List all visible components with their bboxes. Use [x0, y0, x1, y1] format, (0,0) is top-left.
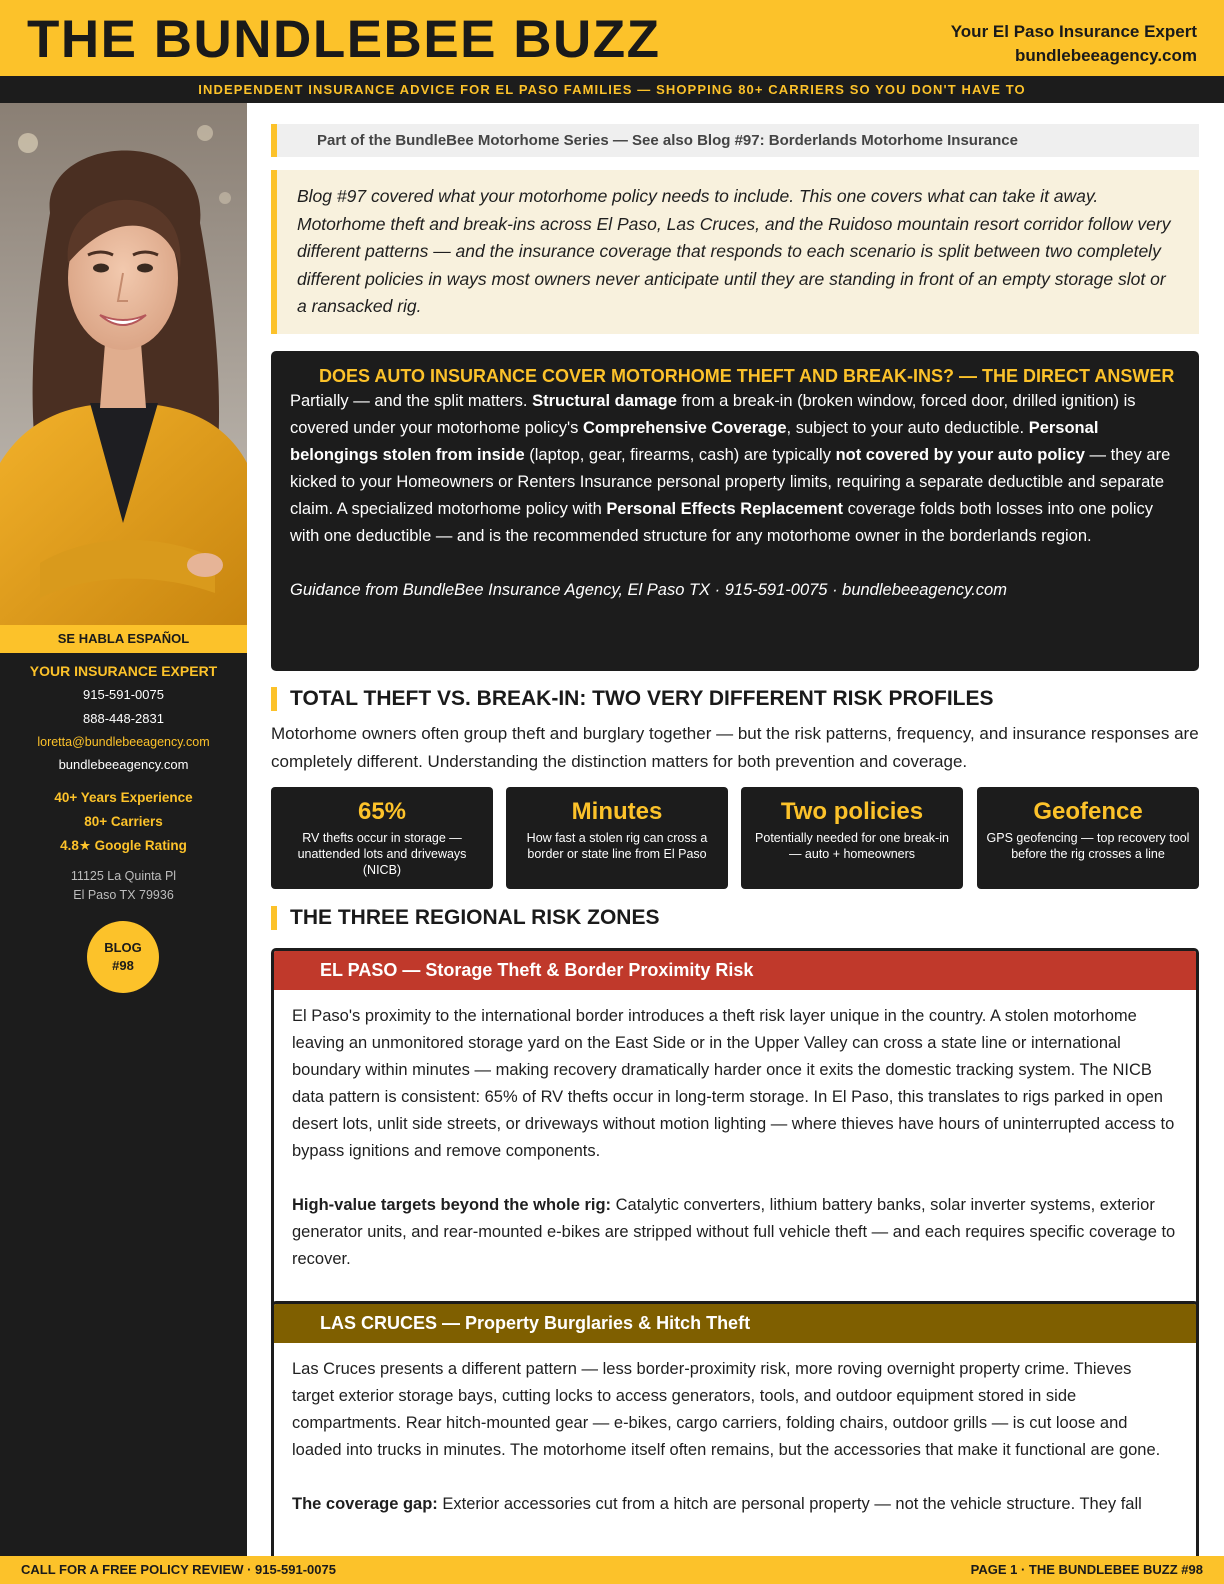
zone-paragraph: Las Cruces presents a different pattern — less border-proximity risk, more roving overnight property crime. Thieves target exterior storage bays, cutting locks to access generators, tools, and outdoor equipment stored in side compartments. Rear hitch-mounted gear — e-bikes, cargo carriers, folding chairs, outdoor grills — is cut loose and loaded into trucks in minutes. The motorhome itself often remains, but the accessories that make it functional are gone. — [292, 1360, 1161, 1459]
zone-paragraph — [292, 1192, 1178, 1273]
stat-card — [977, 787, 1199, 889]
stat-caption: GPS geofencing — top recovery tool before the rig crosses a line — [986, 831, 1190, 861]
address-line-1: 11125 La Quinta Pl — [70, 869, 177, 883]
answer-text: (laptop, gear, firearms, cash) are typically — [524, 446, 836, 464]
section-heading-theft-vs-breakin: TOTAL THEFT VS. BREAK-IN: TWO VERY DIFFERENT RISK PROFILES — [271, 687, 1199, 711]
answer-text: coverage folds both losses into one policy with one deductible — and is the recommended structure for any motorhome owner in the borderlands region. — [290, 500, 1154, 545]
footer-bar — [0, 1556, 1224, 1584]
answer-text: , subject to your auto deductible. — [786, 419, 1029, 437]
section-intro-text: Motorhome owners often group theft and burglary together — but the risk patterns, frequency, and insurance responses are completely different. Understanding the distinction matters for both prevention and coverage. — [271, 724, 1199, 771]
badge-label: BLOG — [104, 940, 142, 955]
phone-secondary[interactable]: 888-448-2831 — [83, 711, 164, 726]
carriers-count: 80+ Carriers — [84, 814, 163, 829]
footer-page-info: PAGE 1 · THE BUNDLEBEE BUZZ #98 — [970, 1562, 1203, 1577]
sidebar — [0, 103, 247, 1556]
footer-call-to-action[interactable]: CALL FOR A FREE POLICY REVIEW · 915-591-0075 — [21, 1562, 336, 1577]
series-note: Part of the BundleBee Motorhome Series — See also Blog #97: Borderlands Motorhome Insurance — [271, 124, 1199, 157]
stat-value: Two policies — [780, 798, 924, 825]
zone-header: LAS CRUCES — Property Burglaries & Hitch Theft — [274, 1304, 1196, 1343]
badge-number: #98 — [112, 958, 134, 973]
answer-text: — they are kicked to your Homeowners or Renters Insurance personal property limits, requiring a separate deductible and separate claim. A specialized motorhome policy with — [290, 446, 1171, 518]
tagline-bar: INDEPENDENT INSURANCE ADVICE FOR EL PASO FAMILIES — SHOPPING 80+ CARRIERS SO YOU DON'T HAVE TO — [0, 76, 1224, 103]
zone-emphasis: High-value targets beyond the whole rig: — [292, 1196, 612, 1214]
zone-paragraph — [292, 1491, 1178, 1518]
stat-card — [271, 787, 493, 889]
zone-text: Exterior accessories cut from a hitch are personal property — not the vehicle structure. They fall — [437, 1495, 1142, 1513]
zone-body — [274, 1343, 1196, 1518]
expert-title: YOUR INSURANCE EXPERT — [29, 663, 218, 679]
stat-caption: Potentially needed for one break-in — auto + homeowners — [755, 831, 949, 861]
agent-contact-block — [0, 657, 247, 905]
direct-answer-box — [271, 351, 1199, 671]
zone-header: EL PASO — Storage Theft & Border Proximity Risk — [274, 951, 1196, 990]
zone-text: Catalytic converters, lithium battery banks, solar inverter systems, exterior generator units, and rear-mounted e-bikes are stripped without full vehicle theft — and each requires specific coverage to recover. — [292, 1196, 1176, 1268]
stat-caption: RV thefts occur in storage — unattended lots and driveways (NICB) — [297, 831, 467, 877]
header-contact — [951, 20, 1197, 68]
stat-value: Minutes — [571, 798, 663, 825]
answer-heading: DOES AUTO INSURANCE COVER MOTORHOME THEFT AND BREAK-INS? — THE DIRECT ANSWER — [319, 366, 1175, 386]
answer-emphasis: Structural damage — [532, 392, 677, 410]
agent-portrait — [0, 103, 247, 625]
answer-emphasis: not covered by your auto policy — [835, 446, 1085, 464]
address-line-2: El Paso TX 79936 — [73, 888, 174, 902]
zone-card-las-cruces — [271, 1301, 1199, 1584]
years-experience: 40+ Years Experience — [54, 790, 193, 805]
intro-callout: Blog #97 covered what your motorhome policy needs to include. This one covers what can take it away. Motorhome theft and break-ins across El Paso, Las Cruces, and the Ruidoso mountain resort corridor follow very different patterns — and the insurance coverage that responds to each scenario is split between two completely different policies in ways most owners never anticipate until they are standing in front of an empty storage slot or a ransacked rig. — [271, 170, 1199, 334]
answer-emphasis: Comprehensive Coverage — [582, 419, 787, 437]
sidebar-website-link[interactable]: bundlebeeagency.com — [58, 757, 189, 772]
expert-line: Your El Paso Insurance Expert — [950, 22, 1197, 41]
section-heading-risk-zones: THE THREE REGIONAL RISK ZONES — [271, 906, 1199, 930]
zone-emphasis: The coverage gap: — [292, 1495, 438, 1513]
newsletter-title: THE BUNDLEBEE BUZZ — [27, 10, 661, 69]
answer-guidance: Guidance from BundleBee Insurance Agency, El Paso TX · 915-591-0075 · bundlebeeagency.com — [290, 581, 1007, 599]
stat-caption: How fast a stolen rig can cross a border or state line from El Paso — [526, 831, 708, 861]
stat-value: 65% — [357, 798, 407, 825]
answer-text: Partially — and the split matters. — [290, 392, 533, 410]
zone-paragraph: El Paso's proximity to the international border introduces a theft risk layer unique in the country. A stolen motorhome leaving an unmonitored storage yard on the East Side or in the Upper Valley can cross a state line or international boundary within minutes — making recovery dramatically harder once it exits the domestic tracking system. The NICB data pattern is consistent: 65% of RV thefts occur in long-term storage. In El Paso, this translates to rigs parked in open desert lots, unlit side streets, or driveways without motion lighting — where thieves have hours of uninterrupted access to bypass ignitions and remove components. — [292, 1007, 1175, 1160]
masthead — [0, 0, 1224, 76]
blog-number-badge — [87, 921, 159, 993]
stat-card — [741, 787, 963, 889]
stats-row — [271, 787, 1199, 889]
zone-body — [274, 990, 1196, 1273]
phone-primary[interactable]: 915-591-0075 — [83, 687, 164, 702]
answer-emphasis: Personal belongings stolen from inside — [290, 419, 1099, 464]
answer-paragraph — [290, 388, 1180, 550]
answer-emphasis: Personal Effects Replacement — [606, 500, 843, 518]
google-rating: 4.8★ Google Rating — [60, 838, 187, 853]
stat-card — [506, 787, 728, 889]
email-link[interactable]: loretta@bundlebeeagency.com — [37, 735, 210, 749]
answer-text: from a break-in (broken window, forced door, drilled ignition) is covered under your motorhome policy's — [290, 392, 1136, 437]
header-website-link[interactable]: bundlebeeagency.com — [1014, 46, 1197, 65]
stat-value: Geofence — [1033, 798, 1143, 825]
spanish-badge: SE HABLA ESPAÑOL — [0, 625, 247, 653]
